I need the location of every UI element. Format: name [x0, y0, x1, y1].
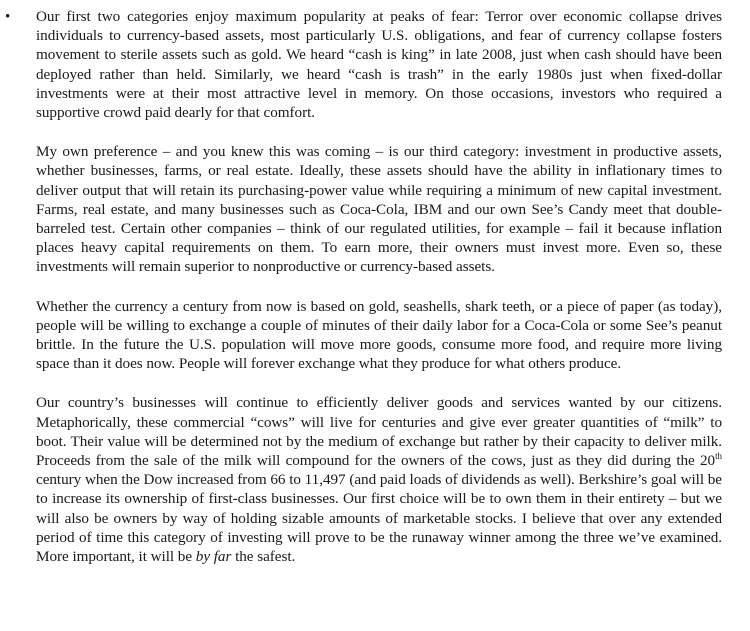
paragraph-text-part2: century when the Dow increased from 66 to 11,497 (and paid loads of dividends as well). Berkshire’s goal will be to increase its ownership of first-class businesses. Our first choice will be to own them in their entirety – but we will also be owners by way of holding sizable amounts of marketable stocks. I believe that over any extended period of time this category of investing will prove to be the runaway winner among the three we’ve examined. More important, it will be	[36, 471, 722, 566]
document-page	[0, 7, 750, 586]
paragraph-businesses-cows	[36, 393, 722, 566]
superscript-th: th	[715, 451, 722, 461]
paragraph-text-part3: the safest.	[231, 548, 296, 566]
paragraph-productive-assets: My own preference – and you knew this was coming – is our third category: investment in productive assets, whether businesses, farms, or real estate. Ideally, these assets should have the ability in inflationary times to deliver output that will retain its purchasing-power value while requiring a minimum of new capital investment. Farms, real estate, and many businesses such as Coca-Cola, IBM and our own See’s Candy meet that double-barreled test. Certain other companies – think of our regulated utilities, for example – fail it because inflation places heavy capital requirements on them. To earn more, their owners must invest more. Even so, these investments will remain superior to nonproductive or currency-based assets.	[36, 143, 722, 276]
paragraph-currency-century: Whether the currency a century from now is based on gold, seashells, shark teeth, or a piece of paper (as today), people will be willing to exchange a couple of minutes of their daily labor for a Coca-Cola or some See’s peanut brittle. In the future the U.S. population will move more goods, consume more food, and require more living space than it does now. People will forever exchange what they produce for what others produce.	[36, 297, 722, 373]
paragraph-text-part1: Our country’s businesses will continue to efficiently deliver goods and services wanted by our citizens. Metaphorically, these commercial “cows” will live for centuries and give ever greater quantities of “milk” to boot. Their value will be determined not by the medium of exchange but rather by their capacity to deliver milk. Proceeds from the sale of the milk will compound for the owners of the cows, just as they did during the 20	[36, 394, 722, 470]
paragraph-fear-categories: Our first two categories enjoy maximum popularity at peaks of fear: Terror over economic collapse drives individuals to currency-based assets, most particularly U.S. obligations, and fear of currency collapse fosters movement to sterile assets such as gold. We heard “cash is king” in late 2008, just when cash should have been deployed rather than held. Similarly, we heard “cash is trash” in the early 1980s just when fixed-dollar investments were at their most attractive level in memory. On those occasions, investors who required a supportive crowd paid dearly for that comfort.	[36, 8, 722, 122]
bullet-marker: •	[5, 8, 11, 25]
emphasis-by-far: by far	[195, 548, 232, 566]
